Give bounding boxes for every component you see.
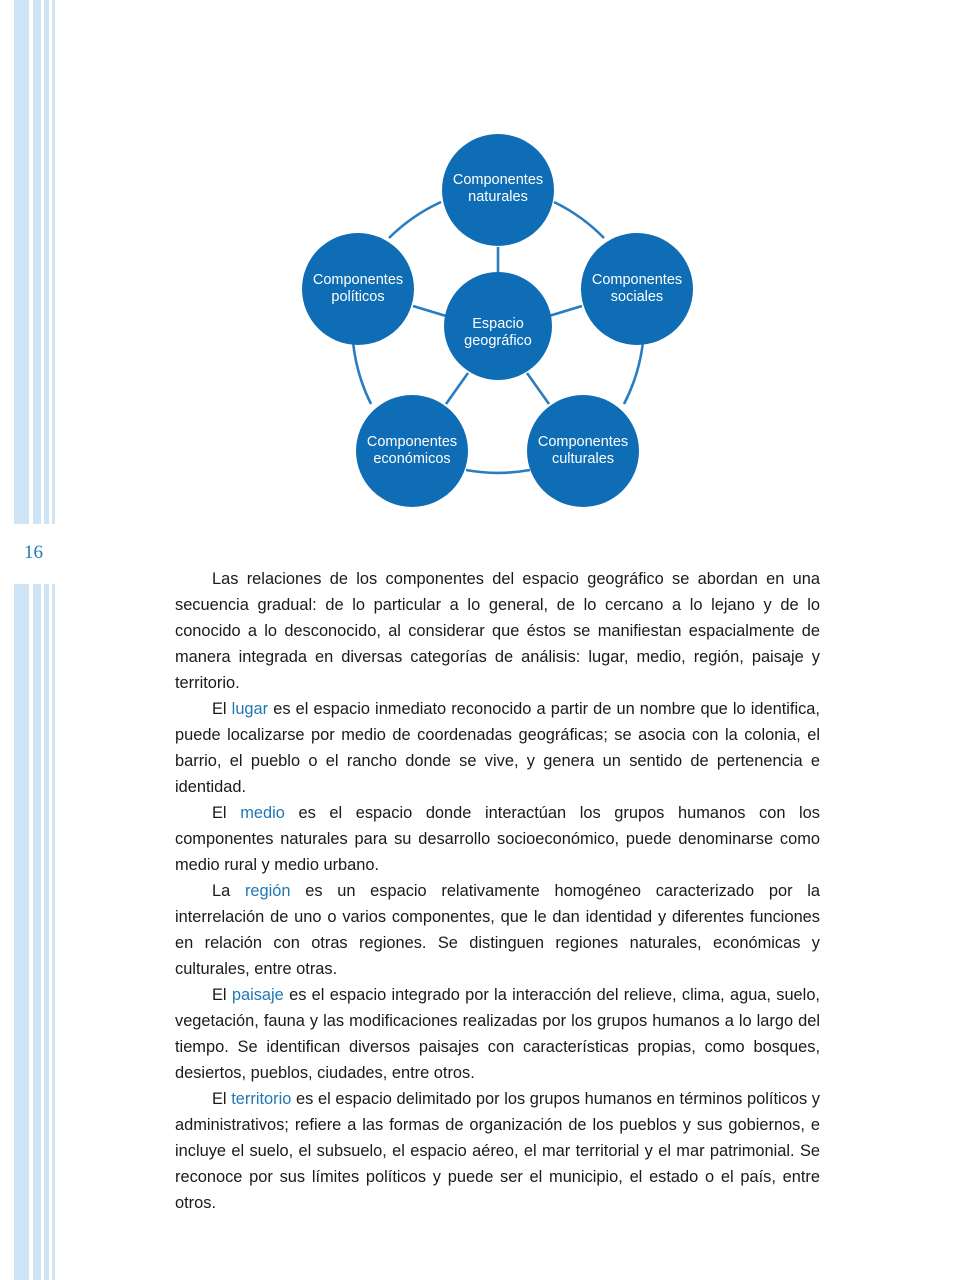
svg-text:Componentes: Componentes	[312, 272, 404, 288]
node-naturales	[442, 134, 554, 246]
ring-arc-culturales-economicos	[466, 470, 530, 473]
paragraph-intro	[175, 566, 820, 696]
svg-text:sociales: sociales	[610, 289, 664, 305]
spoke-politicos	[413, 306, 446, 316]
page-number: 16	[24, 542, 43, 563]
node-sociales	[581, 233, 693, 345]
node-center-espacio-geografico	[444, 272, 552, 380]
ring-arc-naturales-sociales	[554, 202, 604, 238]
espacio-geografico-diagram	[0, 0, 972, 520]
paragraph-intro-text: Las relaciones de los componentes del espacio geográfico se abordan en una secuencia gradual: de lo particular a lo general, de lo cercano a lo lejano y de lo conocido a lo desconocido, al considerar que éstos se manifiestan espacialmente de manera integrada en diversas categorías de análisis: lugar, medio, región, paisaje y territorio.	[175, 570, 820, 692]
svg-text:Componentes: Componentes	[537, 434, 629, 450]
ring-arc-economicos-politicos	[353, 342, 371, 404]
spoke-sociales	[549, 306, 582, 316]
svg-text:geográfico: geográfico	[464, 333, 532, 349]
node-economicos	[356, 395, 468, 507]
paragraph-paisaje: El paisaje es el espacio integrado por la interacción del relieve, clima, agua, suelo, vegetación, fauna y las modificaciones realizadas por los grupos humanos a lo largo del tiempo. Se identifican diversos paisajes con características propias, como bosques, desiertos, pueblos, ciudades, entre otros.	[175, 986, 820, 1082]
spoke-economicos	[446, 373, 468, 404]
node-politicos	[302, 233, 414, 345]
ring-arc-sociales-culturales	[624, 342, 643, 404]
svg-text:económicos: económicos	[373, 451, 451, 467]
node-culturales	[527, 395, 639, 507]
term-medio: medio	[240, 804, 285, 822]
spoke-culturales	[527, 373, 549, 404]
body-text	[175, 566, 820, 1216]
svg-text:Componentes: Componentes	[452, 172, 544, 188]
term-lugar: lugar	[231, 700, 269, 718]
ring-arc-politicos-naturales	[389, 202, 441, 238]
svg-text:Componentes: Componentes	[591, 272, 683, 288]
paragraph-territorio: El territorio es el espacio delimitado por los grupos humanos en términos políticos y administrativos; refiere a las formas de organización de los pueblos y sus gobiernos, e incluye el suelo, el subsuelo, el espacio aéreo, el mar territorial y el mar patrimonial. Se reconoce por sus límites políticos y puede ser el municipio, el estado o el país, entre otros.	[175, 1090, 820, 1212]
svg-text:culturales: culturales	[551, 451, 615, 467]
svg-text:políticos: políticos	[331, 289, 385, 305]
svg-text:naturales: naturales	[468, 189, 528, 205]
term-region: región	[244, 882, 291, 900]
svg-text:Componentes: Componentes	[366, 434, 458, 450]
paragraph-medio: El medio es el espacio donde interactúan los grupos humanos con los componentes naturales para su desarrollo socioeconómico, puede denominarse como medio rural y medio urbano.	[175, 804, 820, 874]
paragraph-lugar: El lugar es el espacio inmediato reconocido a partir de un nombre que lo identifica, puede localizarse por medio de coordenadas geográficas; se asocia con la colonia, el barrio, el pueblo o el rancho donde se vive, y genera un sentido de pertenencia e identidad.	[175, 700, 820, 796]
term-paisaje: paisaje	[231, 986, 284, 1004]
svg-text:Espacio: Espacio	[472, 316, 524, 332]
margin-stripes-bottom	[14, 584, 56, 1280]
term-territorio: territorio	[231, 1090, 292, 1108]
paragraph-region: La región es un espacio relativamente homogéneo caracterizado por la interrelación de uno o varios componentes, que le dan identidad y diferentes funciones en relación con otras regiones. Se distinguen regiones naturales, económicas y culturales, entre otras.	[175, 882, 820, 978]
